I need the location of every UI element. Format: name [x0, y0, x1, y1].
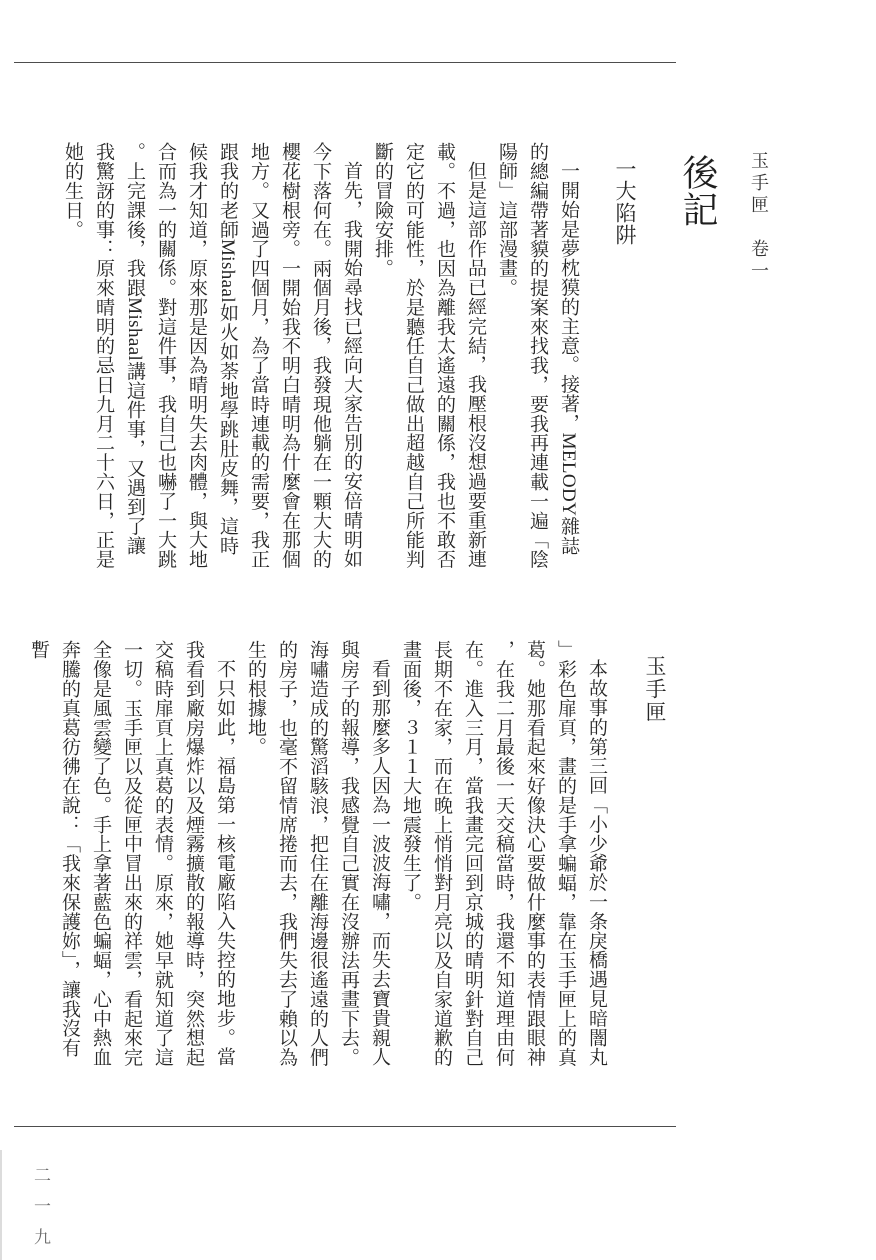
paragraph: 不只如此，福島第一核電廠陷入失控的地步。當我看到廠房爆炸以及煙霧擴散的報導時，突然想起交稿時扉頁上真葛的表情。原來，她早就知道了這一切。玉手匣以及從匣中冒出來的祥雲，看起來完全像是風雲變了色。手上拿著藍色蝙蝠，心中熱血奔騰的真葛彷彿在說：「我來保護妳」，讓我沒有暫 [28, 640, 235, 1067]
volume-header: 玉手匣 卷一 [749, 151, 769, 283]
section-heading-trap: 一大陷阱 [613, 158, 637, 246]
section-body-tamatebako [28, 640, 612, 1070]
page-number: 二一九 [31, 1166, 50, 1259]
section-heading-tamatebako: 玉手匣 [643, 655, 667, 724]
scan-edge-artifact [0, 1150, 2, 1260]
page-title: 後記 [678, 154, 718, 228]
top-rule [14, 62, 676, 63]
paragraph: 一開始是夢枕獏的主意。接著，MELODY雜誌的總編帶著貘的提案來找我，要我再連載一遍「陰陽師」這部漫畫。 [496, 142, 579, 569]
bottom-rule [14, 1126, 676, 1127]
paragraph: 本故事的第三回「小少爺於一条戾橋遇見暗闇丸」彩色扉頁，畫的是手拿蝙蝠，靠在玉手匣上的真葛。她那看起來好像決心要做什麼事的表情跟眼神，在我二月最後一天交稿當時，我還不知道理由何在。進入三月，當我畫完回到京城的晴明針對自己長期不在家，而在晚上悄悄對月亮以及自家道歉的畫面後，３１１大地震發生了。 [400, 640, 607, 1067]
section-body-trap [50, 142, 584, 572]
paragraph: 看到那麼多人因為一波波海嘯，而失去寶貴親人與房子的報導，我感覺自己實在沒辦法再畫下去。海嘯造成的驚滔駭浪，把住在離海邊很遙遠的人們的房子，也毫不留情席捲而去，我們失去了賴以為生的根據地。 [245, 640, 390, 1067]
paragraph: 首先，我開始尋找已經向大家告別的安倍晴明如今下落何在。兩個月後，我發現他躺在一顆大大的櫻花樹根旁。一開始我不明白晴明為什麼會在那個地方。又過了四個月，為了當時連載的需要，我正跟我的老師Mishaal如火如荼地學跳肚皮舞，這時候我才知道，原來那是因為晴明失去肉體，與大地合而為一的關係。對這件事，我自己也嚇了一大跳。上完課後，我跟Mishaal講這件事，又遇到了讓我驚訝的事：原來晴明的忌日九月二十六日，正是她的生日。 [62, 142, 362, 569]
paragraph: 但是這部作品已經完結，我壓根沒想過要重新連載。不過，也因為離我太遙遠的關係，我也不敢否定它的可能性，於是聽任自己做出超越自己所能判斷的冒險安排。 [372, 142, 486, 569]
